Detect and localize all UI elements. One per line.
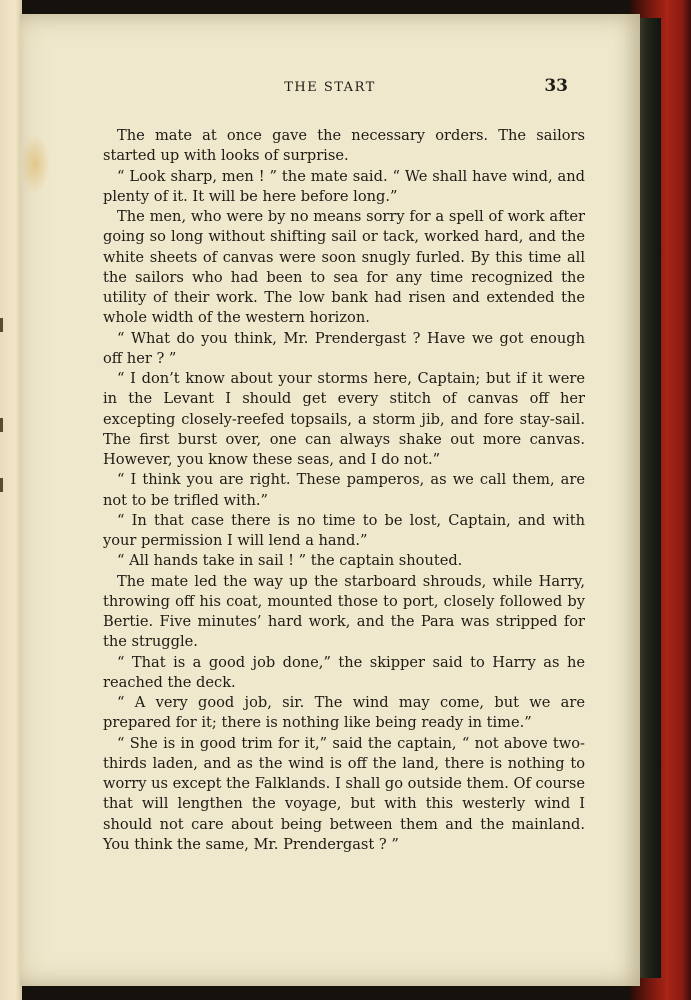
facing-page-edge (0, 0, 22, 1000)
paragraph: “ I don’t know about your storms here, Captain; but if it were in the Levant I should get every stitch of canvas off her excepting closely-reefed topsails, a storm jib, and fore stay-sail. The first burst over, one can always shake out more canvas. However, you know these seas, and I do not.” (103, 370, 585, 468)
paragraph: “ A very good job, sir. The wind may come, but we are prepared for it; there is nothing like being ready in time.” (103, 694, 585, 732)
facing-page-mark (0, 478, 3, 492)
facing-page-mark (0, 418, 3, 432)
paragraph: “ In that case there is no time to be lost, Captain, and with your permission I will lend a hand.” (103, 511, 585, 549)
page-number: 33 (544, 76, 568, 96)
paragraph: “ That is a good job done,” the skipper said to Harry as he reached the deck. (103, 653, 585, 691)
paragraph: The men, who were by no means sorry for a spell of work after going so long without shifting sail or tack, worked hard, and the white sheets of canvas were soon snugly furled. By this time all the sailors who had been to sea for any time recognized the utility of their work. The low bank had risen and extended the whole width of the western horizon. (103, 208, 585, 327)
facing-page-mark (0, 318, 3, 332)
paragraph: “ I think you are right. These pamperos, as we call them, are not to be trifled with.” (103, 471, 585, 509)
paper-stain (20, 134, 50, 194)
paragraph: “ Look sharp, men ! ” the mate said. “ We shall have wind, and plenty of it. It will be here before long.” (103, 167, 585, 205)
paragraph: The mate at once gave the necessary orders. The sailors started up with looks of surprise. (103, 127, 585, 165)
paragraph: “ All hands take in sail ! ” the captain shouted. (117, 552, 463, 570)
chapter-title: THE START (284, 80, 376, 95)
book-page (20, 14, 640, 986)
body-text (103, 126, 585, 855)
running-head (20, 76, 640, 106)
paragraph: The mate led the way up the starboard shrouds, while Harry, throwing off his coat, mounted those to port, closely followed by Bertie. Five minutes’ hard work, and the Para was stripped for the struggle. (103, 572, 585, 651)
paragraph: “ She is in good trim for it,” said the captain, “ not above two-thirds laden, and as the wind is off the land, there is nothing to worry us except the Falklands. I shall go outside them. Of course that will lengthen the voyage, but with this westerly wind I should not care about being between them and the mainland. You think the same, Mr. Prendergast ? ” (103, 734, 585, 853)
paragraph: “ What do you think, Mr. Prendergast ? Have we got enough off her ? ” (103, 329, 585, 367)
page-stack-edge (639, 18, 661, 978)
